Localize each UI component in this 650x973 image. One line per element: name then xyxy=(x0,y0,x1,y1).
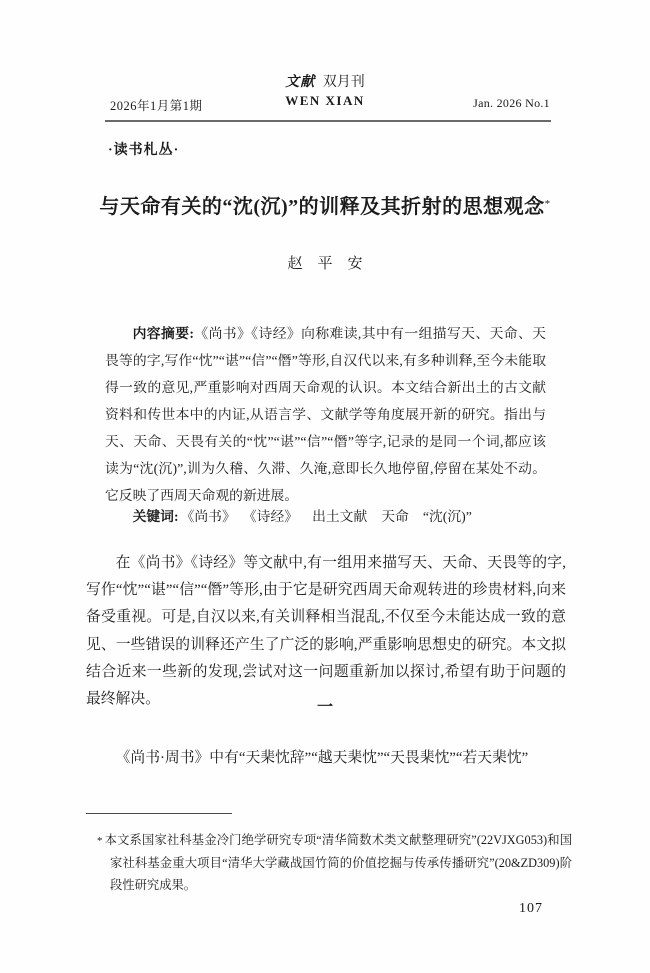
page-number: 107 xyxy=(519,901,543,916)
title-footnote-marker: * xyxy=(544,198,551,211)
keywords-label: 关键词: xyxy=(132,508,179,524)
footnote-text: 本文系国家社科基金冷门绝学研究专项“清华简数术类文献整理研究”(22VJXG053)和国家社科基金重大项目“清华大学藏战国竹简的价值挖掘与传承传播研究”(20&ZD309)阶段性研究成果。 xyxy=(104,833,572,893)
footnote xyxy=(97,829,572,896)
keywords-line xyxy=(105,503,565,530)
footnote-divider xyxy=(86,813,232,814)
footnote-marker: * xyxy=(97,835,103,848)
keyword: 《尚书》 xyxy=(180,508,236,524)
journal-logo: 文献 xyxy=(285,75,316,90)
section-number: 一 xyxy=(316,699,333,716)
keyword: 天命 xyxy=(381,508,409,524)
issue-info-en: Jan. 2026 No.1 xyxy=(473,96,550,110)
journal-name-block xyxy=(0,71,650,91)
abstract-paragraph xyxy=(105,320,546,509)
article-title xyxy=(0,190,650,219)
column-label: ·读书札丛· xyxy=(108,143,180,158)
keyword: 《诗经》 xyxy=(249,508,299,524)
abstract-label: 内容摘要: xyxy=(132,325,194,341)
journal-type-label: 双月刊 xyxy=(322,75,365,90)
abstract-text: 《尚书》《诗经》向称难读,其中有一组描写天、天命、天畏等的字,写作“忱”“谌”“信”“僭”等形,自汉代以来,有多种训释,至今未能取得一致的意见,严重影响对西周天命观的认识。本文结合新出土的古文献资料和传世本中的内证,从语言学、文献学等角度展开新的研究。指出与天、天命、天畏有关的“忱”“谌”“信”“僭”等字,记录的是同一个词,都应该读为“沈(沉)”,训为久稽、久滞、久淹,意即长久地停留,停留在某处不动。它反映了西周天命观的新进展。 xyxy=(105,325,546,503)
journal-name-en: WEN XIAN xyxy=(285,93,365,108)
keyword: 出土文献 xyxy=(312,508,368,524)
article-title-text: 与天命有关的“沈(沉)”的训释及其折射的思想观念 xyxy=(99,196,545,219)
issue-info-cn: 2026年1月第1期 xyxy=(110,99,203,113)
body-paragraph-2: 《尚书·周书》中有“天棐忱辞”“越天棐忱”“天畏棐忱”“若天棐忱” xyxy=(115,749,529,766)
body-paragraph-1: 在《尚书》《诗经》等文献中,有一组用来描写天、天命、天畏等的字,写作“忱”“谌”“信”“僭”等形,由于它是研究西周天命观转进的珍贵材料,向来备受重视。可是,自汉以来,有关训释相当混乱,不仅至今未能达成一致的意见、一些错误的训释还产生了广泛的影响,严重影响思想史的研究。本文拟结合近来一些新的发现,尝试对这一问题重新加以探讨,希望有助于问题的最终解决。 xyxy=(86,554,566,708)
author-name: 赵 平 安 xyxy=(287,256,363,272)
header-divider xyxy=(105,120,551,122)
keyword: “沈(沉)” xyxy=(422,508,472,524)
